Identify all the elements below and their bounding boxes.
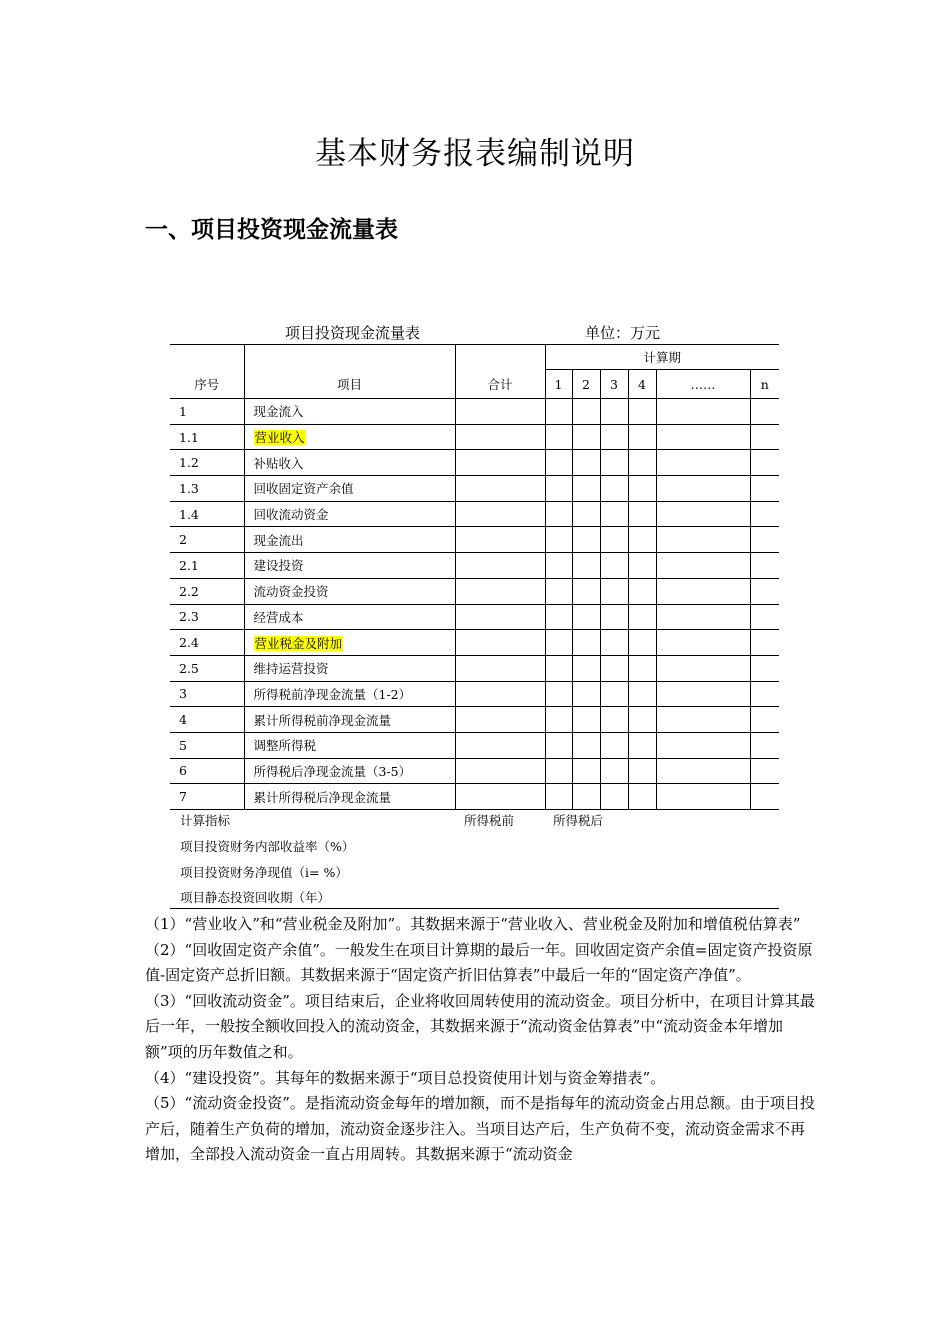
row-period-cell (750, 553, 779, 579)
row-period-cell (656, 450, 750, 476)
row-period-cell (545, 501, 572, 527)
header-total-top (455, 345, 545, 370)
header-period-3: 3 (600, 370, 628, 399)
table-row (170, 604, 779, 630)
row-period-cell (600, 681, 628, 707)
row-period-cell (600, 476, 628, 502)
row-seq: 2.2 (170, 578, 244, 604)
table-row (170, 732, 779, 758)
row-period-cell (545, 399, 572, 425)
row-total-cell (455, 732, 545, 758)
row-item (244, 604, 455, 630)
row-period-cell (572, 604, 600, 630)
row-item-label: 营业收入 (254, 430, 305, 446)
table-row (170, 681, 779, 707)
row-period-cell (750, 630, 779, 656)
row-period-cell (545, 784, 572, 810)
row-total-cell (455, 604, 545, 630)
row-period-cell (628, 681, 656, 707)
row-period-cell (600, 399, 628, 425)
row-item (244, 553, 455, 579)
indicator-label: 项目投资财务内部收益率（%） (180, 839, 355, 854)
row-period-cell (545, 681, 572, 707)
row-period-cell (600, 578, 628, 604)
row-item-label: 回收固定资产余值 (253, 481, 354, 497)
row-item (244, 501, 455, 527)
note-paragraph-2: （2）“回收固定资产余值”。一般发生在项目计算期的最后一年。回收固定资产余值=固定资产投资原值-固定资产总折旧额。其数据来源于“固定资产折旧估算表”中最后一年的“固定资产净值”。 (145, 940, 813, 985)
row-item-label: 经营成本 (253, 609, 304, 625)
row-period-cell (572, 424, 600, 450)
row-item (244, 681, 455, 707)
row-period-cell (545, 553, 572, 579)
row-period-cell (600, 553, 628, 579)
row-period-cell (628, 604, 656, 630)
row-period-cell (545, 527, 572, 553)
row-item-label: 营业税金及附加 (254, 635, 343, 651)
row-seq: 1.1 (170, 424, 244, 450)
row-seq: 2.5 (170, 655, 244, 681)
row-item-label: 建设投资 (253, 558, 304, 574)
row-period-cell (656, 707, 750, 733)
row-total-cell (455, 784, 545, 810)
row-total-cell (455, 527, 545, 553)
row-seq: 2.4 (170, 630, 244, 656)
row-period-cell (572, 501, 600, 527)
row-item-label: 现金流入 (253, 404, 304, 420)
indicator-label: 项目投资财务净现值（i= %） (180, 865, 348, 880)
row-item (244, 424, 455, 450)
row-period-cell (750, 758, 779, 784)
table-row (170, 476, 779, 502)
indicators-header-row (170, 811, 779, 835)
row-period-cell (572, 450, 600, 476)
header-seq-top (170, 345, 244, 370)
note-paragraph-4: （4）“建设投资”。其每年的数据来源于“项目总投资使用计划与资金筹措表”。 (145, 1068, 666, 1087)
row-period-cell (656, 501, 750, 527)
notes-section (145, 912, 815, 1168)
row-period-cell (600, 604, 628, 630)
row-total-cell (455, 630, 545, 656)
row-period-cell (628, 424, 656, 450)
document-title: 基本财务报表编制说明 (315, 136, 635, 172)
row-seq: 1.4 (170, 501, 244, 527)
table-bottom-rule (170, 908, 779, 909)
indicators-before-tax: 所得税前 (464, 813, 515, 828)
row-period-cell (545, 732, 572, 758)
row-period-cell (628, 527, 656, 553)
row-period-cell (572, 655, 600, 681)
row-seq: 1 (170, 399, 244, 425)
row-item (244, 655, 455, 681)
row-period-cell (572, 476, 600, 502)
row-period-cell (656, 424, 750, 450)
row-item-label: 流动资金投资 (253, 584, 329, 600)
row-seq: 2 (170, 527, 244, 553)
row-period-cell (750, 732, 779, 758)
row-total-cell (455, 476, 545, 502)
row-period-cell (628, 578, 656, 604)
row-period-cell (750, 681, 779, 707)
row-seq: 6 (170, 758, 244, 784)
row-total-cell (455, 655, 545, 681)
header-period-2: 2 (572, 370, 600, 399)
table-row (170, 655, 779, 681)
row-item-label: 所得税前净现金流量（1-2） (253, 686, 412, 702)
row-period-cell (750, 655, 779, 681)
row-total-cell (455, 681, 545, 707)
row-item (244, 707, 455, 733)
header-period-n: n (750, 370, 779, 399)
table-caption: 项目投资现金流量表 (285, 324, 421, 342)
section-heading: 一、项目投资现金流量表 (145, 217, 398, 243)
row-period-cell (656, 655, 750, 681)
row-period-cell (600, 630, 628, 656)
row-seq: 5 (170, 732, 244, 758)
row-period-cell (572, 758, 600, 784)
row-period-cell (600, 424, 628, 450)
row-total-cell (455, 501, 545, 527)
row-period-cell (572, 578, 600, 604)
row-period-cell (628, 553, 656, 579)
row-period-cell (750, 707, 779, 733)
indicators-after-tax: 所得税后 (553, 813, 604, 828)
row-period-cell (572, 527, 600, 553)
row-period-cell (628, 399, 656, 425)
row-item (244, 450, 455, 476)
row-period-cell (572, 784, 600, 810)
row-period-cell (572, 707, 600, 733)
note-paragraph-5: （5）“流动资金投资”。是指流动资金每年的增加额，而不是指每年的流动资金占用总额。由于项目投产后，随着生产负荷的增加，流动资金逐步注入。当项目达产后，生产负荷不变，流动资金需求不再增加，全部投入流动资金一直占用周转。其数据来源于“流动资金 (145, 1094, 815, 1164)
row-period-cell (656, 476, 750, 502)
header-item: 项目 (244, 370, 455, 399)
table-row (170, 424, 779, 450)
row-period-cell (628, 501, 656, 527)
indicator-label: 项目静态投资回收期（年） (180, 890, 331, 905)
row-period-cell (600, 450, 628, 476)
row-period-cell (600, 527, 628, 553)
row-seq: 2.1 (170, 553, 244, 579)
row-seq: 1.2 (170, 450, 244, 476)
row-period-cell (628, 476, 656, 502)
row-item (244, 399, 455, 425)
table-row (170, 578, 779, 604)
row-period-cell (572, 732, 600, 758)
row-period-cell (628, 630, 656, 656)
row-item-label: 现金流出 (253, 532, 304, 548)
header-period: 计算期 (545, 345, 779, 370)
table-unit: 单位：万元 (585, 324, 661, 342)
header-period-ellipsis: …… (656, 370, 750, 399)
header-item-top (244, 345, 455, 370)
row-period-cell (750, 578, 779, 604)
table-row (170, 784, 779, 810)
row-item-label: 补贴收入 (253, 455, 304, 471)
note-paragraph-3: （3）“回收流动资金”。项目结束后，企业将收回周转使用的流动资金。项目分析中，在项目计算其最后一年，一般按全额收回投入的流动资金，其数据来源于“流动资金估算表”中“流动资金本年增加额”项的历年数值之和。 (145, 991, 815, 1061)
row-period-cell (628, 758, 656, 784)
row-period-cell (750, 450, 779, 476)
table-row (170, 758, 779, 784)
row-period-cell (656, 758, 750, 784)
row-period-cell (545, 630, 572, 656)
note-paragraph-1: （1）“营业收入”和“营业税金及附加”。其数据来源于“营业收入、营业税金及附加和增值税估算表” (145, 915, 801, 933)
header-total: 合计 (455, 370, 545, 399)
row-period-cell (572, 399, 600, 425)
row-seq: 7 (170, 784, 244, 810)
row-total-cell (455, 424, 545, 450)
row-period-cell (656, 553, 750, 579)
row-period-cell (600, 784, 628, 810)
table-row (170, 630, 779, 656)
row-total-cell (455, 707, 545, 733)
row-total-cell (455, 578, 545, 604)
row-seq: 2.3 (170, 604, 244, 630)
row-period-cell (545, 578, 572, 604)
row-period-cell (600, 501, 628, 527)
row-period-cell (545, 655, 572, 681)
row-item (244, 784, 455, 810)
row-item-label: 维持运营投资 (253, 661, 329, 677)
row-period-cell (545, 424, 572, 450)
row-period-cell (572, 630, 600, 656)
row-total-cell (455, 450, 545, 476)
row-period-cell (750, 527, 779, 553)
row-period-cell (600, 707, 628, 733)
row-item-label: 累计所得税前净现金流量 (253, 712, 392, 728)
header-seq: 序号 (170, 370, 244, 399)
row-period-cell (750, 604, 779, 630)
row-period-cell (750, 476, 779, 502)
table-row (170, 527, 779, 553)
row-period-cell (572, 681, 600, 707)
row-period-cell (600, 758, 628, 784)
table-row (170, 399, 779, 425)
row-item-label: 调整所得税 (253, 738, 317, 754)
row-period-cell (572, 553, 600, 579)
row-period-cell (750, 399, 779, 425)
table-row (170, 501, 779, 527)
row-period-cell (750, 424, 779, 450)
row-item (244, 578, 455, 604)
row-period-cell (656, 527, 750, 553)
row-item-label: 回收流动资金 (253, 507, 329, 523)
row-period-cell (545, 450, 572, 476)
table-row (170, 553, 779, 579)
row-period-cell (656, 399, 750, 425)
row-period-cell (656, 604, 750, 630)
table-row (170, 707, 779, 733)
row-period-cell (628, 450, 656, 476)
row-seq: 4 (170, 707, 244, 733)
row-period-cell (628, 655, 656, 681)
row-period-cell (628, 707, 656, 733)
header-period-4: 4 (628, 370, 656, 399)
row-item (244, 476, 455, 502)
row-item (244, 527, 455, 553)
row-period-cell (628, 732, 656, 758)
indicators-label: 计算指标 (180, 813, 231, 828)
row-period-cell (628, 784, 656, 810)
row-seq: 3 (170, 681, 244, 707)
header-period-1: 1 (545, 370, 572, 399)
row-period-cell (545, 707, 572, 733)
row-item (244, 758, 455, 784)
cash-flow-table (170, 344, 779, 810)
row-period-cell (545, 604, 572, 630)
row-item-label: 累计所得税后净现金流量 (253, 789, 392, 805)
row-period-cell (750, 501, 779, 527)
row-seq: 1.3 (170, 476, 244, 502)
row-total-cell (455, 758, 545, 784)
row-period-cell (656, 732, 750, 758)
row-period-cell (656, 578, 750, 604)
row-period-cell (656, 630, 750, 656)
row-total-cell (455, 399, 545, 425)
indicator-row (170, 863, 779, 887)
row-period-cell (600, 732, 628, 758)
row-item (244, 732, 455, 758)
row-period-cell (656, 681, 750, 707)
indicator-row (170, 837, 779, 861)
row-item (244, 630, 455, 656)
row-period-cell (600, 655, 628, 681)
row-period-cell (545, 758, 572, 784)
row-item-label: 所得税后净现金流量（3-5） (253, 763, 412, 779)
table-row (170, 450, 779, 476)
row-total-cell (455, 553, 545, 579)
row-period-cell (656, 784, 750, 810)
row-period-cell (545, 476, 572, 502)
row-period-cell (750, 784, 779, 810)
